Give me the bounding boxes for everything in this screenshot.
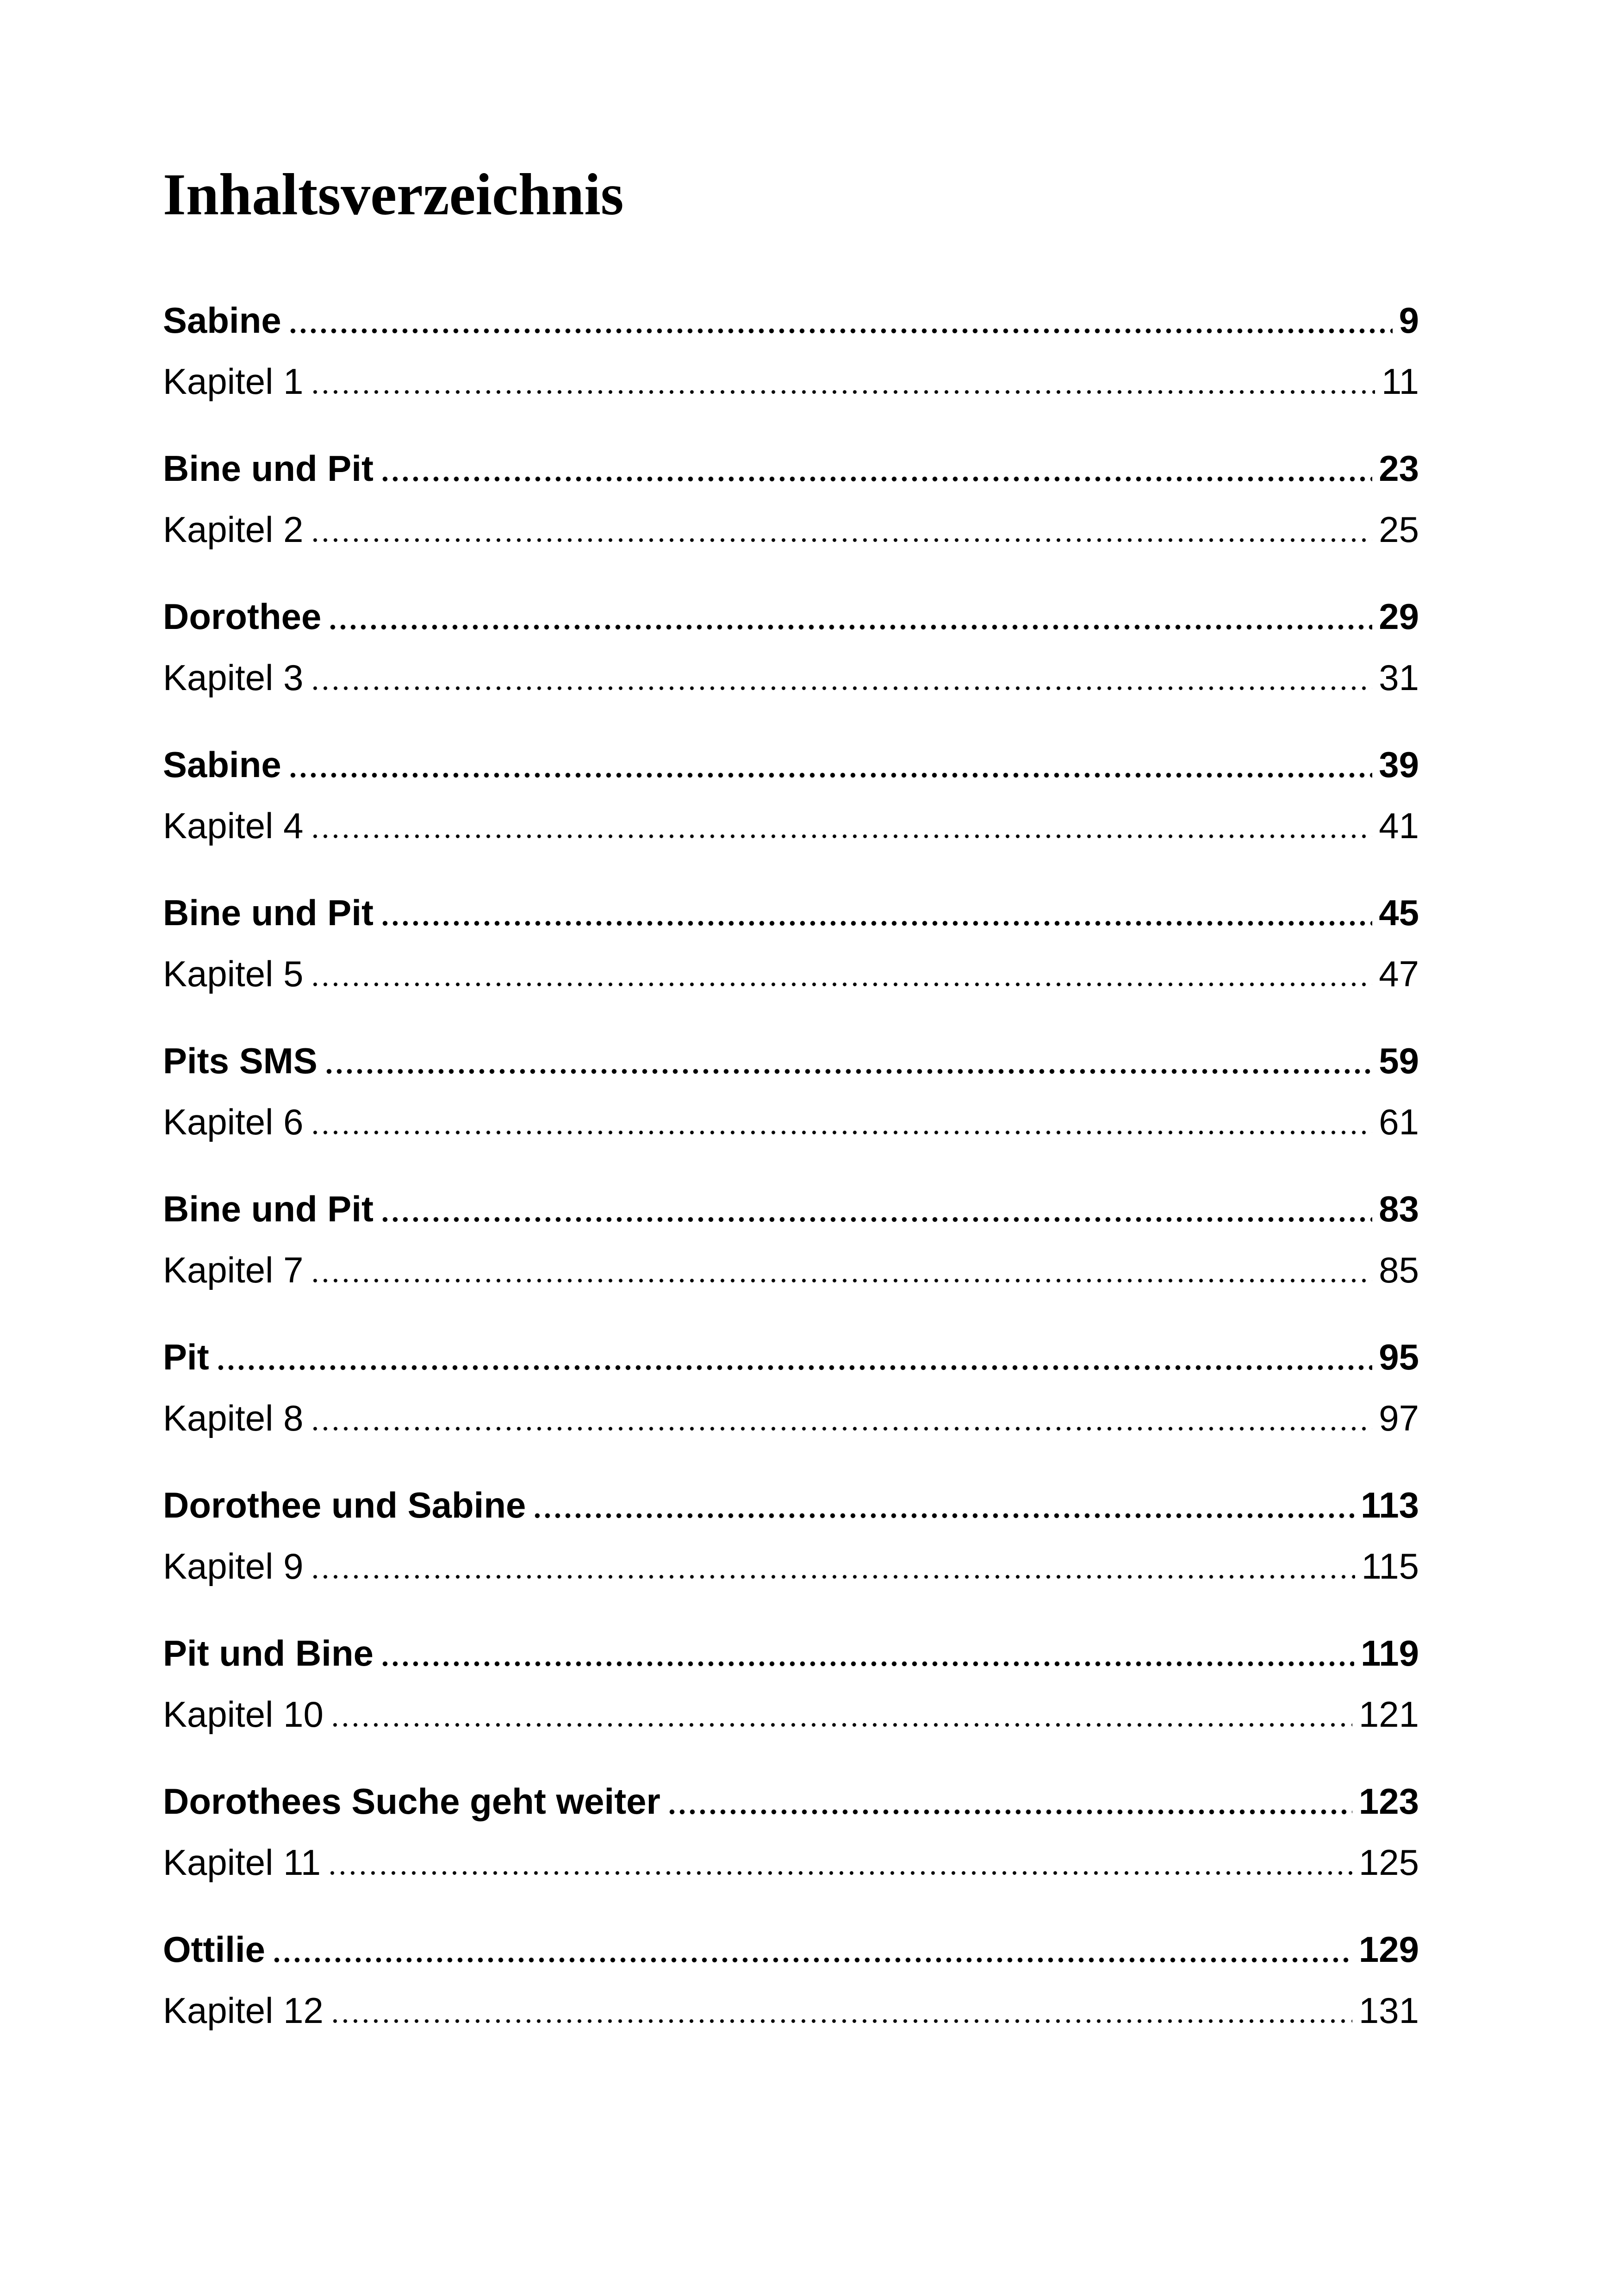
chapter-title: Kapitel 6 [163,1101,304,1142]
toc-section [163,1326,1419,1474]
chapter-title: Kapitel 12 [163,1990,324,2031]
page-number: 61 [1379,1101,1419,1142]
section-title: Bine und Pit [163,1188,373,1229]
dot-leader [380,1622,1354,1684]
dot-leader [532,1474,1354,1536]
chapter-title: Kapitel 5 [163,953,304,994]
toc-chapter-entry [163,1979,1419,2041]
toc-section [163,734,1419,882]
chapter-title: Kapitel 1 [163,361,304,402]
chapter-title: Kapitel 2 [163,509,304,550]
toc-section-entry [163,1622,1419,1684]
section-title: Sabine [163,744,281,785]
page-number: 129 [1358,1929,1419,1970]
toc-chapter-entry [163,943,1419,1005]
page-number: 97 [1379,1397,1419,1438]
dot-leader [272,1918,1352,1980]
page-number: 121 [1358,1693,1419,1735]
table-of-contents [163,289,1419,2066]
page-number: 11 [1382,361,1419,402]
page-number: 115 [1361,1545,1419,1587]
toc-section-entry [163,1474,1419,1536]
toc-section [163,1474,1419,1622]
page-number: 23 [1379,448,1419,489]
page-number: 85 [1379,1249,1419,1290]
section-title: Dorothee [163,596,322,637]
toc-section [163,289,1419,437]
chapter-title: Kapitel 3 [163,657,304,698]
dot-leader [380,882,1372,944]
toc-section [163,1030,1419,1178]
page-number: 31 [1379,657,1419,698]
toc-section [163,437,1419,585]
toc-chapter-entry [163,498,1419,560]
dot-leader [327,1831,1352,1893]
toc-section-entry [163,289,1419,351]
section-title: Ottilie [163,1929,266,1970]
dot-leader [324,1030,1372,1092]
toc-chapter-entry [163,1683,1419,1745]
section-title: Pit [163,1336,209,1377]
dot-leader [310,498,1373,560]
page-number: 123 [1358,1780,1419,1822]
page-number: 41 [1379,805,1419,846]
section-title: Dorothee und Sabine [163,1484,526,1525]
section-title: Sabine [163,299,281,341]
toc-section [163,1622,1419,1770]
dot-leader [310,647,1373,709]
dot-leader [330,1979,1352,2041]
toc-section [163,1178,1419,1326]
page-number: 47 [1379,953,1419,994]
dot-leader [288,734,1372,796]
toc-section-entry [163,882,1419,944]
page-number: 29 [1379,596,1419,637]
toc-section-entry [163,1030,1419,1092]
page-number: 131 [1358,1990,1419,2031]
chapter-title: Kapitel 11 [163,1842,321,1883]
toc-section [163,882,1419,1030]
toc-section [163,585,1419,734]
toc-section-entry [163,585,1419,647]
section-title: Pit und Bine [163,1632,373,1674]
dot-leader [310,1535,1355,1597]
page-number: 83 [1379,1188,1419,1229]
dot-leader [380,437,1372,499]
page-number: 9 [1399,299,1419,341]
toc-chapter-entry [163,647,1419,709]
toc-chapter-entry [163,1239,1419,1301]
page-number: 59 [1379,1040,1419,1081]
dot-leader [310,1091,1373,1153]
dot-leader [380,1178,1372,1240]
dot-leader [288,289,1393,351]
toc-section-entry [163,734,1419,796]
section-title: Bine und Pit [163,448,373,489]
toc-chapter-entry [163,1091,1419,1153]
toc-section [163,1918,1419,2066]
toc-section-entry [163,437,1419,499]
page-number: 25 [1379,509,1419,550]
page-number: 119 [1361,1632,1419,1674]
toc-chapter-entry [163,1535,1419,1597]
dot-leader [328,585,1372,647]
page-title: Inhaltsverzeichnis [163,162,624,227]
dot-leader [310,1387,1373,1449]
page-number: 95 [1379,1336,1419,1377]
toc-section-entry [163,1918,1419,1980]
dot-leader [330,1683,1352,1745]
dot-leader [310,1239,1373,1301]
chapter-title: Kapitel 8 [163,1397,304,1438]
toc-section-entry [163,1770,1419,1832]
dot-leader [310,795,1373,857]
toc-section-entry [163,1326,1419,1388]
page-number: 113 [1361,1484,1419,1525]
page-number: 45 [1379,892,1419,933]
section-title: Bine und Pit [163,892,373,933]
page-number: 39 [1379,744,1419,785]
chapter-title: Kapitel 4 [163,805,304,846]
page-number: 125 [1358,1842,1419,1883]
toc-chapter-entry [163,795,1419,857]
dot-leader [310,943,1373,1005]
toc-section [163,1770,1419,1918]
chapter-title: Kapitel 10 [163,1693,324,1735]
toc-chapter-entry [163,1387,1419,1449]
toc-chapter-entry [163,1831,1419,1893]
dot-leader [310,350,1375,412]
dot-leader [667,1770,1352,1832]
toc-chapter-entry [163,350,1419,412]
section-title: Dorothees Suche geht weiter [163,1780,660,1822]
chapter-title: Kapitel 7 [163,1249,304,1290]
chapter-title: Kapitel 9 [163,1545,304,1587]
section-title: Pits SMS [163,1040,317,1081]
toc-section-entry [163,1178,1419,1240]
dot-leader [216,1326,1373,1388]
